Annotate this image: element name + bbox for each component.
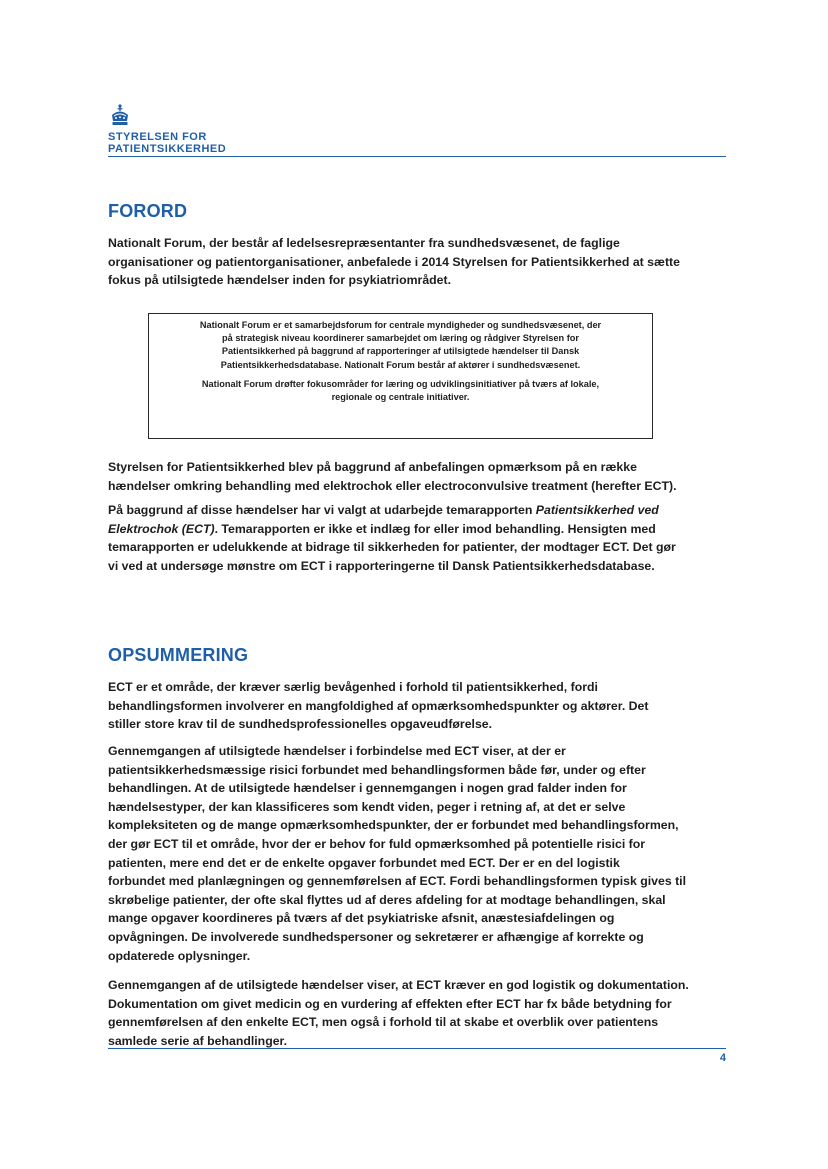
- opsummering-paragraph-3: [108, 976, 725, 1050]
- agency-logo: [108, 103, 226, 155]
- text-line: samlede serie af behandlinger.: [108, 1033, 288, 1048]
- page-number: 4: [719, 1052, 726, 1064]
- text-line: mange opgaver koordineres på tværs af det psykiatriske afsnit, anæstesiafdelingen og: [108, 911, 615, 926]
- logo-text-line2: PATIENTSIKKERHED: [108, 143, 227, 155]
- text-line: gennemførelsen af den enkelte ECT, men også i forhold til at skabe et overblik over patientens: [108, 1015, 659, 1030]
- text-line: forbundet med planlægningen og gennemførelsen af ECT. Fordi behandlingsformen typisk gives til: [108, 874, 687, 889]
- report-title-italic: Patientsikkerhed ved: [535, 503, 659, 517]
- text-line: Styrelsen for Patientsikkerhed blev på baggrund af anbefalingen opmærksom på en række: [108, 460, 637, 474]
- text-line: Gennemgangen af utilsigtede hændelser i forbindelse med ECT viser, at der er: [108, 744, 566, 758]
- text-line: Gennemgangen af de utilsigtede hændelser viser, at ECT kræver en god logistik og dokumentation.: [108, 978, 689, 992]
- text-line: Nationalt Forum er et samarbejdsforum for centrale myndigheder og sundhedsvæsenet, der: [199, 320, 602, 330]
- forord-heading: FORORD: [108, 201, 188, 221]
- text-line: der gør ECT til et område, hvor der er behov for fuld opmærksomhed på potentielle risici for: [108, 836, 646, 851]
- info-box-paragraph: [163, 378, 638, 404]
- header-divider: [108, 156, 726, 157]
- text-line: på strategisk niveau koordinerer samarbejdet om læring og rådgiver Styrelsen for: [222, 333, 579, 344]
- opsummering-paragraph-2: [108, 742, 725, 965]
- text-line: behandlingen. At de utilsigtede hændelser i gennemgangen i nogen grad falder inden for: [108, 781, 627, 796]
- footer-divider: [108, 1048, 726, 1049]
- text-line: skrøbelige patienter, der ofte skal flyttes ud af deres afdeling for at modtage behandlingen, skal: [108, 892, 666, 907]
- text-line: organisationer og patientorganisationer, anbefalede i 2014 Styrelsen for Patientsikkerhed at sætte: [108, 254, 680, 269]
- text-line: stiller store krav til de sundhedsprofessionelles opgaveudførelse.: [108, 717, 493, 732]
- opsummering-paragraph-1: [108, 678, 725, 734]
- text-line: temarapporten er udelukkende at bidrage til sikkerheden for patienter, der modtager ECT. Det gør: [108, 540, 676, 555]
- text-line: patienten, mere end det er de enkelte opgaver forbundet med ECT. Der er en del logistik: [108, 855, 620, 870]
- forord-intro-paragraph: [108, 234, 725, 290]
- logo-text-line1: STYRELSEN FOR: [108, 131, 207, 143]
- text-line: opdaterede oplysninger.: [108, 948, 251, 963]
- text-line: patientsikkerhedsmæssige risici forbundet med behandlingsformen både før, under og efter: [108, 762, 646, 777]
- text-line: [108, 520, 725, 539]
- text-line: hændelser omkring behandling med elektrochok eller electroconvulsive treatment (herefter ECT).: [108, 478, 677, 493]
- text-line: Nationalt Forum drøfter fokusområder for læring og udviklingsinitiativer på tværs af lokale,: [201, 378, 600, 389]
- text-run: . Temarapporten er ikke et indlæg for eller imod behandling. Hensigten med: [214, 521, 656, 536]
- text-line: Patientsikkerhedsdatabase. Nationalt Forum består af aktører i sundhedsvæsenet.: [220, 359, 581, 370]
- info-box-paragraph: [163, 319, 638, 372]
- text-line: vi ved at undersøge mønstre om ECT i rapporteringerne til Dansk Patientsikkerhedsdatabase.: [108, 558, 655, 573]
- report-title-italic: Elektrochok (ECT): [108, 521, 215, 536]
- nationalt-forum-info-box: [148, 313, 653, 439]
- text-line: [108, 501, 725, 520]
- text-line: regionale og centrale initiativer.: [331, 392, 470, 403]
- text-line: hændelsestyper, der kan klassificeres som kendt viden, peger i retning af, at det er selve: [108, 799, 626, 814]
- text-line: ECT er et område, der kræver særlig bevågenhed i forhold til patientsikkerhed, fordi: [108, 680, 598, 694]
- text-line: Nationalt Forum, der består af ledelsesrepræsentanter fra sundhedsvæsenet, de faglige: [108, 236, 620, 250]
- text-line: behandlingsformen involverer en mangfoldighed af opmærksomhedspunkter og aktører. Det: [108, 698, 649, 713]
- text-line: kompleksiteten og de mange opmærksomhedspunkter, der er forbundet med behandlingsformen,: [108, 818, 679, 833]
- text-line: Dokumentation om givet medicin og en vurdering af effekten efter ECT har fx både betydning for: [108, 996, 672, 1011]
- text-line: opvågningen. De involverede sundhedspersoner og sekretærer er afhængige af korrekte og: [108, 929, 644, 944]
- crown-icon: [109, 103, 131, 129]
- forord-paragraph-2: [108, 458, 725, 495]
- text-run: På baggrund af disse hændelser har vi valgt at udarbejde temarapporten: [108, 503, 536, 517]
- text-line: Patientsikkerhed på baggrund af rapporteringer af utilsigtede hændelser til Dansk: [221, 346, 580, 357]
- opsummering-heading: OPSUMMERING: [108, 645, 249, 665]
- forord-paragraph-3: [108, 501, 725, 575]
- text-line: fokus på utilsigtede hændelser inden for psykiatriområdet.: [108, 273, 452, 288]
